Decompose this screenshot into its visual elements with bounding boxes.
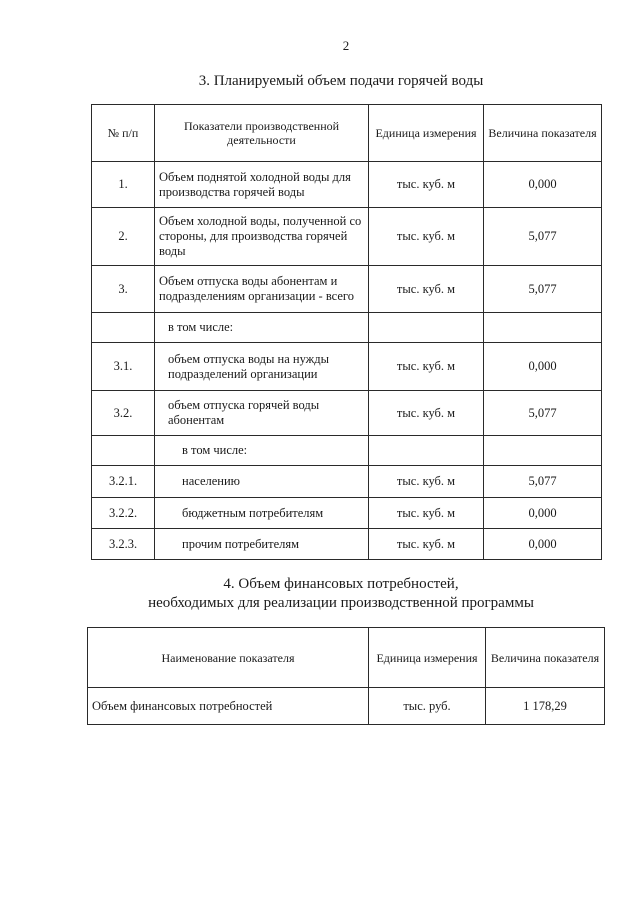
row-num xyxy=(92,436,155,466)
table-row xyxy=(92,343,602,391)
row-value: 1 178,29 xyxy=(486,688,605,725)
row-value: 0,000 xyxy=(484,529,602,560)
table-row xyxy=(92,529,602,560)
section-4-title-line-1: 4. Объем финансовых потребностей, xyxy=(223,576,459,592)
row-value: 5,077 xyxy=(484,466,602,498)
header-unit: Единица измерения xyxy=(369,105,484,162)
row-unit: тыс. куб. м xyxy=(369,162,484,208)
header-indicators: Показатели производственной деятельности xyxy=(155,105,369,162)
table-header-row xyxy=(88,628,605,688)
row-value: 0,000 xyxy=(484,343,602,391)
row-unit: тыс. куб. м xyxy=(369,391,484,436)
row-value: 5,077 xyxy=(484,391,602,436)
row-name: бюджетным потребителям xyxy=(155,498,369,529)
row-num: 3. xyxy=(92,266,155,313)
water-supply-table xyxy=(91,104,602,560)
table-row xyxy=(88,688,605,725)
header-value: Величина показателя xyxy=(484,105,602,162)
row-name: в том числе: xyxy=(155,313,369,343)
row-unit: тыс. куб. м xyxy=(369,208,484,266)
row-unit: тыс. куб. м xyxy=(369,529,484,560)
row-value: 0,000 xyxy=(484,498,602,529)
row-name: Объем финансовых потребностей xyxy=(88,688,369,725)
table-row xyxy=(92,498,602,529)
row-value: 5,077 xyxy=(484,208,602,266)
row-name: Объем поднятой холодной воды для производства горячей воды xyxy=(155,162,369,208)
row-num: 3.1. xyxy=(92,343,155,391)
page-number: 2 xyxy=(342,38,350,53)
table-row xyxy=(92,208,602,266)
row-unit: тыс. руб. xyxy=(369,688,486,725)
row-num xyxy=(92,313,155,343)
row-num: 3.2.3. xyxy=(92,529,155,560)
table-row xyxy=(92,162,602,208)
row-value: 0,000 xyxy=(484,162,602,208)
row-name: Объем холодной воды, полученной со стороны, для производства горячей воды xyxy=(155,208,369,266)
table-row xyxy=(92,436,602,466)
header-num: № п/п xyxy=(92,105,155,162)
row-num: 2. xyxy=(92,208,155,266)
row-unit: тыс. куб. м xyxy=(369,266,484,313)
row-num: 3.2.2. xyxy=(92,498,155,529)
row-value: 5,077 xyxy=(484,266,602,313)
row-unit: тыс. куб. м xyxy=(369,343,484,391)
header-value: Величина показателя xyxy=(486,628,605,688)
row-unit: тыс. куб. м xyxy=(369,466,484,498)
table-row xyxy=(92,391,602,436)
header-name: Наименование показателя xyxy=(88,628,369,688)
row-num: 3.2.1. xyxy=(92,466,155,498)
row-name: Объем отпуска воды абонентам и подразделениям организации - всего xyxy=(155,266,369,313)
row-value xyxy=(484,436,602,466)
row-name: населению xyxy=(155,466,369,498)
table-row xyxy=(92,266,602,313)
section-3-title: 3. Планируемый объем подачи горячей воды xyxy=(198,73,484,89)
row-name: объем отпуска горячей воды абонентам xyxy=(155,391,369,436)
row-unit xyxy=(369,436,484,466)
row-name: в том числе: xyxy=(155,436,369,466)
table-row xyxy=(92,466,602,498)
financial-needs-table xyxy=(87,627,605,725)
row-name: прочим потребителям xyxy=(155,529,369,560)
section-4-title-line-2: необходимых для реализации производственной программы xyxy=(148,595,534,611)
row-name: объем отпуска воды на нужды подразделений организации xyxy=(155,343,369,391)
section-4-title xyxy=(0,575,640,613)
row-num: 1. xyxy=(92,162,155,208)
row-unit: тыс. куб. м xyxy=(369,498,484,529)
row-num: 3.2. xyxy=(92,391,155,436)
header-unit: Единица измерения xyxy=(369,628,486,688)
table-header-row xyxy=(92,105,602,162)
table-row xyxy=(92,313,602,343)
row-value xyxy=(484,313,602,343)
row-unit xyxy=(369,313,484,343)
